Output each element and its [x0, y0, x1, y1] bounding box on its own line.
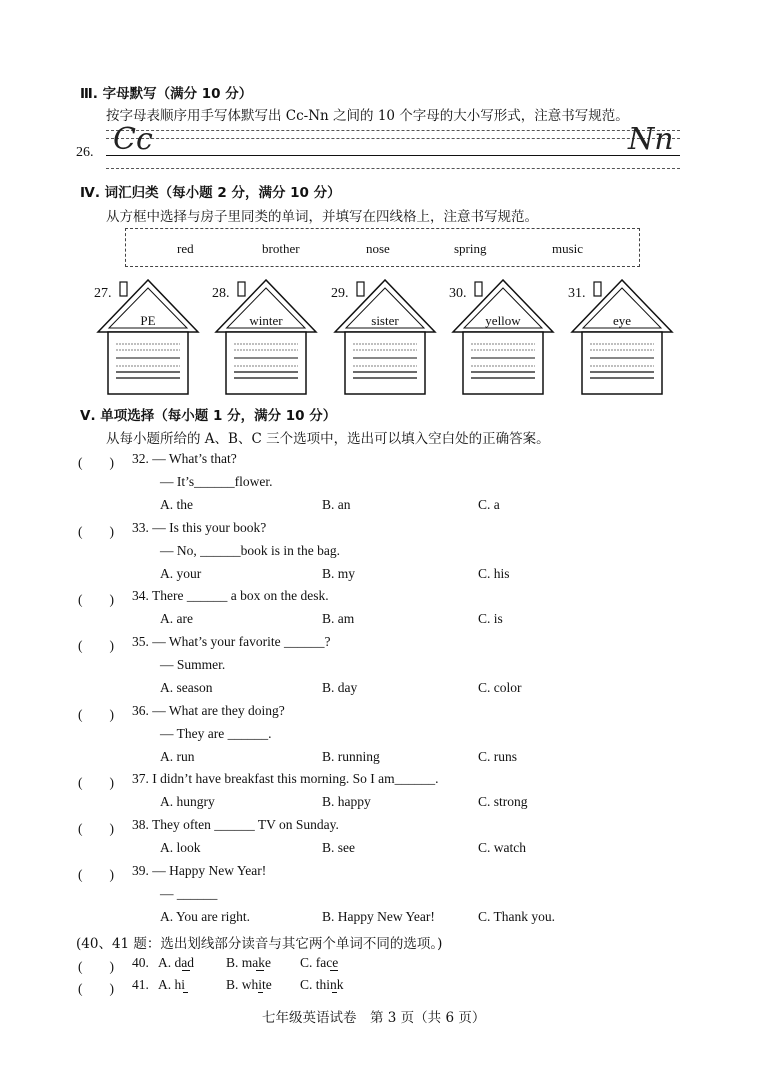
question-26-number: 26.	[76, 145, 94, 160]
answer-blank-39[interactable]: ( )	[78, 867, 114, 882]
option-36-a[interactable]: A. run	[160, 749, 195, 764]
house-number: 28.	[212, 286, 230, 301]
house-number: 27.	[94, 286, 112, 301]
option-35-b[interactable]: B. day	[322, 680, 358, 695]
question-35-response: — Summer.	[160, 657, 226, 672]
answer-blank-40[interactable]: ( )	[78, 959, 114, 974]
section3-instruction: 按字母表顺序用手写体默写出 Cc-Nn 之间的 10 个字母的大小写形式，注意书写规范。	[106, 108, 629, 124]
option-37-b[interactable]: B. happy	[322, 794, 371, 809]
option-36-b[interactable]: B. running	[322, 749, 380, 764]
section5-title: Ⅴ. 单项选择（每小题 1 分，满分 10 分）	[80, 408, 337, 424]
option-36-c[interactable]: C. runs	[478, 749, 518, 764]
answer-blank-32[interactable]: ( )	[78, 455, 114, 470]
option-40-a[interactable]: A. dad	[158, 955, 194, 970]
option-41-b[interactable]: B. white	[226, 977, 272, 992]
page-footer: 七年级英语试卷 第 3 页（共 6 页）	[262, 1010, 486, 1026]
question-32-response: — It’s______flower.	[160, 474, 273, 489]
word-bank-item: spring	[454, 241, 487, 256]
answer-blank-37[interactable]: ( )	[78, 775, 114, 790]
underline-40-c	[330, 970, 338, 971]
option-37-c[interactable]: C. strong	[478, 794, 528, 809]
option-33-b[interactable]: B. my	[322, 566, 356, 581]
option-41-a[interactable]: A. hi	[158, 977, 185, 992]
word-bank-item: music	[552, 241, 584, 256]
house-label: PE	[140, 313, 156, 328]
question-38-stem: 38. They often ______ TV on Sunday.	[132, 817, 339, 832]
underline-40-a	[182, 970, 190, 971]
section5-instruction: 从每小题所给的 A、B、C 三个选项中，选出可以填入空白处的正确答案。	[106, 431, 550, 447]
option-38-a[interactable]: A. look	[160, 840, 201, 855]
answer-blank-41[interactable]: ( )	[78, 981, 114, 996]
option-35-c[interactable]: C. color	[478, 680, 522, 695]
word-bank-item: nose	[366, 241, 390, 256]
underline-40-b	[256, 970, 264, 971]
option-32-c[interactable]: C. a	[478, 497, 500, 512]
house-answer-lines[interactable]	[469, 338, 535, 382]
option-40-c[interactable]: C. face	[300, 955, 339, 970]
question-39-stem: 39. — Happy New Year!	[132, 863, 267, 878]
section3-title: Ⅲ. 字母默写（满分 10 分）	[80, 86, 253, 102]
option-35-a[interactable]: A. season	[160, 680, 213, 695]
option-39-b[interactable]: B. Happy New Year!	[322, 909, 435, 924]
word-bank-item: brother	[262, 241, 300, 256]
option-41-c[interactable]: C. think	[300, 977, 344, 992]
question-41-number: 41.	[132, 977, 149, 992]
option-32-b[interactable]: B. an	[322, 497, 351, 512]
section4-title: Ⅳ. 词汇归类（每小题 2 分，满分 10 分）	[80, 185, 341, 201]
house-number: 30.	[449, 286, 467, 301]
word-bank-item: red	[177, 241, 194, 256]
option-37-a[interactable]: A. hungry	[160, 794, 215, 809]
question-35-stem: 35. — What’s your favorite ______?	[132, 634, 331, 649]
question-40-number: 40.	[132, 955, 149, 970]
handwritten-start-letters: Cc	[113, 122, 153, 157]
answer-blank-35[interactable]: ( )	[78, 638, 114, 653]
option-40-b[interactable]: B. make	[226, 955, 271, 970]
house-answer-lines[interactable]	[588, 338, 654, 382]
question-37-stem: 37. I didn’t have breakfast this morning. So I am______.	[132, 771, 439, 786]
underline-41-a	[183, 992, 188, 993]
question-36-stem: 36. — What are they doing?	[132, 703, 285, 718]
house-label: winter	[249, 313, 283, 328]
underline-41-b	[258, 992, 263, 993]
option-32-a[interactable]: A. the	[160, 497, 193, 512]
option-39-a[interactable]: A. You are right.	[160, 909, 250, 924]
house-label: eye	[612, 313, 632, 328]
house-label: yellow	[485, 313, 521, 328]
note-40-41: (40、41 题：选出划线部分读音与其它两个单词不同的选项。)	[76, 936, 443, 952]
question-33-stem: 33. — Is this your book?	[132, 520, 267, 535]
question-32-stem: 32. — What’s that?	[132, 451, 237, 466]
answer-blank-36[interactable]: ( )	[78, 707, 114, 722]
underline-41-c	[332, 992, 337, 993]
house-number: 29.	[331, 286, 349, 301]
option-39-c[interactable]: C. Thank you.	[478, 909, 555, 924]
option-34-b[interactable]: B. am	[322, 611, 355, 626]
section4-instruction: 从方框中选择与房子里同类的单词，并填写在四线格上，注意书写规范。	[106, 209, 538, 225]
handwritten-end-letters: Nn	[628, 122, 674, 157]
option-33-c[interactable]: C. his	[478, 566, 510, 581]
house-number: 31.	[568, 286, 586, 301]
answer-blank-33[interactable]: ( )	[78, 524, 114, 539]
question-39-response: — ______	[160, 886, 218, 901]
option-34-c[interactable]: C. is	[478, 611, 503, 626]
answer-blank-34[interactable]: ( )	[78, 592, 114, 607]
option-38-b[interactable]: B. see	[322, 840, 355, 855]
option-34-a[interactable]: A. are	[160, 611, 193, 626]
option-33-a[interactable]: A. your	[160, 566, 202, 581]
house-answer-lines[interactable]	[232, 338, 298, 382]
answer-blank-38[interactable]: ( )	[78, 821, 114, 836]
question-34-stem: 34. There ______ a box on the desk.	[132, 588, 329, 603]
house-label: sister	[371, 313, 399, 328]
question-33-response: — No, ______book is in the bag.	[160, 543, 340, 558]
house-answer-lines[interactable]	[351, 338, 417, 382]
option-38-c[interactable]: C. watch	[478, 840, 526, 855]
question-36-response: — They are ______.	[160, 726, 272, 741]
house-answer-lines[interactable]	[114, 338, 180, 382]
